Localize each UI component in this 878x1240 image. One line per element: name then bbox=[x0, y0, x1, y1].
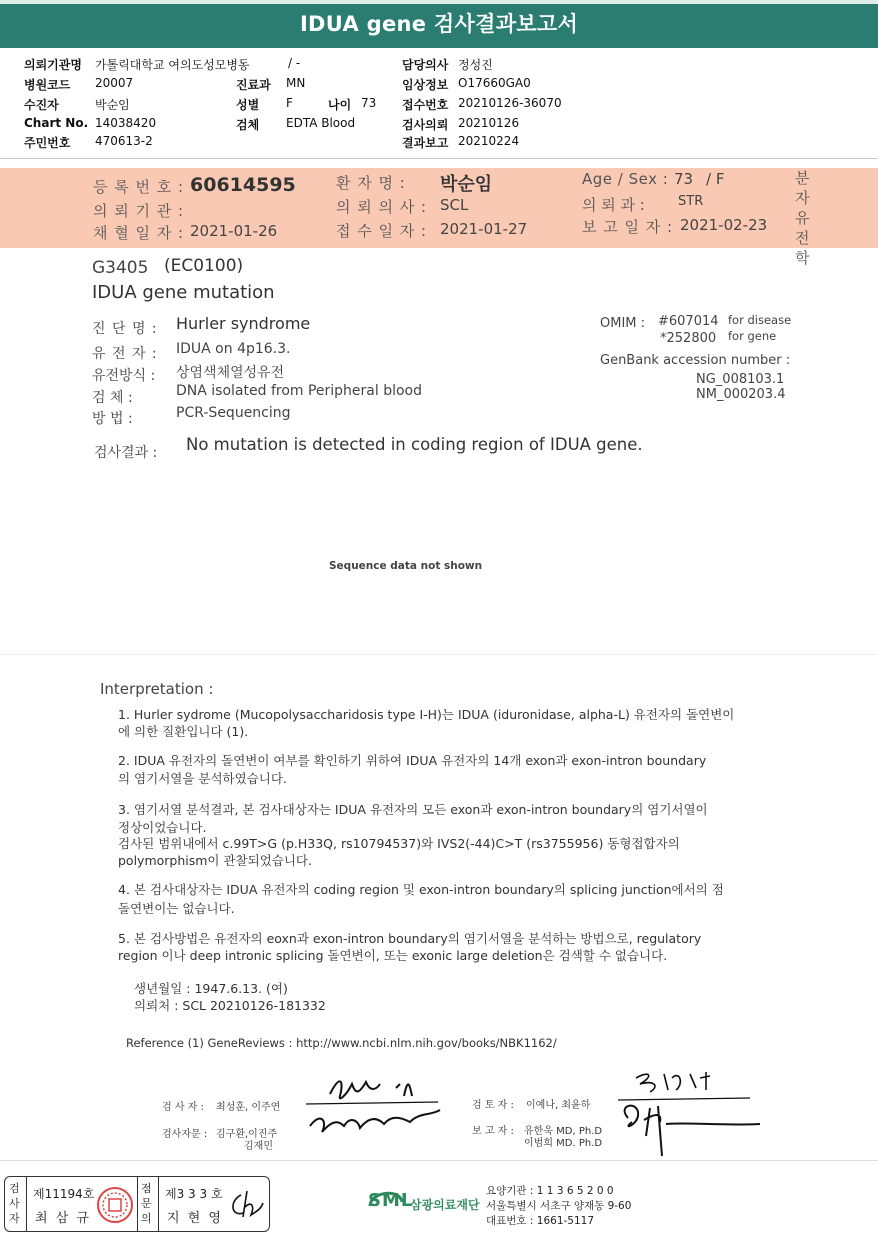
interpretation-title: Interpretation : bbox=[100, 680, 214, 698]
report-label: 결과보고 bbox=[402, 136, 449, 150]
institution-label: 의뢰기관명 bbox=[24, 58, 82, 72]
genbank-2: NM_000203.4 bbox=[696, 387, 786, 402]
report-value: 20210224 bbox=[458, 134, 520, 148]
reporter-value-1: 유한욱 MD, Ph.D bbox=[524, 1126, 603, 1137]
age-value: 73 bbox=[361, 96, 377, 110]
inheritance-value: 상염색체열성유전 bbox=[176, 365, 285, 381]
band-doctor-value: SCL bbox=[440, 196, 469, 214]
interp-p3-line4: polymorphism이 관찰되었습니다. bbox=[118, 853, 312, 868]
stamp-col2-name: 지 현 영 bbox=[167, 1211, 223, 1226]
omim-gene: *252800 bbox=[660, 331, 717, 346]
requester: 의뢰처 : SCL 20210126-181332 bbox=[134, 998, 326, 1013]
genbank-1: NG_008103.1 bbox=[696, 372, 785, 387]
advisor-value-2: 김재민 bbox=[244, 1141, 273, 1152]
reference: Reference (1) GeneReviews : http://www.ncbi.nlm.nih.gov/books/NBK1162/ bbox=[126, 1036, 557, 1050]
receipt-label: 접수번호 bbox=[402, 98, 449, 112]
band-age-value: 73 bbox=[674, 170, 694, 188]
request-value: 20210126 bbox=[458, 116, 520, 130]
reviewer-label: 검 토 자 : bbox=[472, 1100, 514, 1111]
stamp-col1-label: 검사자 bbox=[9, 1182, 20, 1225]
doctor-label: 담당의사 bbox=[402, 58, 449, 72]
reviewer-signature-icon bbox=[610, 1064, 770, 1160]
institution-slash: / - bbox=[288, 56, 301, 70]
band-dept-label: 의 뢰 과 : bbox=[582, 196, 645, 214]
gene-label: 유 전 자 : bbox=[92, 346, 158, 362]
org-name: 삼광의료재단 bbox=[410, 1198, 480, 1212]
stamp-box bbox=[4, 1176, 270, 1232]
test-name: IDUA gene mutation bbox=[92, 282, 275, 303]
advisor-label: 검사자문 : bbox=[162, 1129, 208, 1140]
sequence-note: Sequence data not shown bbox=[329, 560, 483, 572]
patient-label: 수진자 bbox=[24, 98, 59, 112]
band-report-label: 보 고 일 자 : bbox=[582, 218, 674, 236]
specimen-label: 검체 bbox=[236, 118, 260, 132]
method-label: 방 법 : bbox=[92, 411, 133, 427]
doctor-value: 정성진 bbox=[458, 58, 493, 72]
band-sex-value: / F bbox=[706, 170, 725, 188]
interp-p4-line2: 돌연변이는 없습니다. bbox=[118, 901, 235, 916]
report-title: IDUA gene 검사결과보고서 bbox=[299, 12, 579, 36]
hospital-code-label: 병원코드 bbox=[24, 78, 71, 92]
org-code: 요양기관 : 1 1 3 6 5 2 0 0 bbox=[486, 1185, 614, 1197]
tester-signature-icon bbox=[300, 1066, 450, 1146]
dept-value: MN bbox=[286, 76, 306, 90]
institution-value: 가톨릭대학교 여의도성모병동 bbox=[95, 58, 250, 72]
advisor-value-1: 김구환,이진주 bbox=[216, 1129, 278, 1140]
clinical-value: O17660GA0 bbox=[458, 76, 531, 90]
birth-date: 생년월일 : 1947.6.13. (여) bbox=[134, 981, 288, 996]
clinical-label: 임상정보 bbox=[402, 78, 449, 92]
sex-value: F bbox=[286, 96, 293, 110]
chart-label: Chart No. bbox=[24, 116, 89, 130]
specimen-label-body: 검 체 : bbox=[92, 390, 133, 406]
reporter-label: 보 고 자 : bbox=[472, 1126, 514, 1137]
band-side-text: 분자유전학 bbox=[795, 169, 810, 267]
diagnosis-label: 진 단 명 : bbox=[92, 321, 158, 337]
dept-label: 진료과 bbox=[236, 78, 271, 92]
stamp-col2-label: 점문의 bbox=[141, 1182, 152, 1225]
omim-disease-note: for disease bbox=[728, 313, 792, 327]
inheritance-label: 유전방식 : bbox=[92, 368, 156, 384]
reviewer-value: 이예나, 최윤하 bbox=[526, 1100, 591, 1111]
sml-logo-text: SML bbox=[368, 1190, 414, 1211]
band-patient-label: 환 자 명 : bbox=[336, 174, 406, 192]
interp-p3-line1: 3. 염기서열 분석결과, 본 검사대상자는 IDUA 유전자의 모든 exon과 exon-intron boundary의 염기서열이 bbox=[118, 802, 708, 817]
band-agesex-label: Age / Sex : bbox=[582, 170, 669, 188]
interp-p5-line1: 5. 본 검사방법은 유전자의 eoxn과 exon-intron boundary의 염기서열을 분석하는 방법으로, regulatory bbox=[118, 931, 702, 946]
age-label: 나이 bbox=[328, 98, 352, 112]
band-receive-value: 2021-01-27 bbox=[440, 220, 528, 238]
gene-value: IDUA on 4p16.3. bbox=[176, 341, 291, 357]
interp-p1-line2: 에 의한 질환입니다 (1). bbox=[118, 724, 249, 739]
result-value: No mutation is detected in coding region of IDUA gene. bbox=[186, 435, 643, 454]
resident-value: 470613-2 bbox=[95, 134, 153, 148]
band-patient-value: 박순임 bbox=[440, 174, 493, 195]
test-subcode: (EC0100) bbox=[164, 256, 244, 276]
resident-label: 주민번호 bbox=[24, 136, 71, 150]
request-label: 검사의뢰 bbox=[402, 118, 449, 132]
band-collect-label: 채 혈 일 자 : bbox=[93, 224, 185, 242]
receipt-value: 20210126-36070 bbox=[458, 96, 562, 110]
band-reg-label: 등 록 번 호 : bbox=[93, 178, 185, 196]
specialist-signature-icon bbox=[227, 1187, 267, 1223]
interp-p2-line2: 의 염기서열을 분석하였습니다. bbox=[118, 771, 287, 786]
seal-stamp-icon bbox=[95, 1185, 135, 1225]
hospital-code-value: 20007 bbox=[95, 76, 134, 90]
band-dept-value: STR bbox=[678, 194, 704, 209]
chart-value: 14038420 bbox=[95, 116, 157, 130]
band-receive-label: 접 수 일 자 : bbox=[336, 222, 428, 240]
result-label: 검사결과 : bbox=[94, 445, 158, 461]
band-inst-label: 의 뢰 기 관 : bbox=[93, 202, 185, 220]
genbank-label: GenBank accession number : bbox=[600, 353, 791, 368]
interp-p1-line1: 1. Hurler sydrome (Mucopolysaccharidosis type I-H)는 IDUA (iduronidase, alpha-L) 유전자의 돌연변이 bbox=[118, 707, 735, 722]
org-phone: 대표번호 : 1661-5117 bbox=[486, 1215, 595, 1227]
interp-p3-line3: 검사된 범위내에서 c.99T>G (p.H33Q, rs10794537)와 IVS2(-44)C>T (rs3755956) 동형접합자의 bbox=[118, 836, 680, 851]
band-collect-value: 2021-01-26 bbox=[190, 222, 278, 240]
divider bbox=[0, 158, 878, 159]
stamp-col1-name: 최 삼 규 bbox=[35, 1211, 91, 1226]
omim-gene-note: for gene bbox=[728, 329, 777, 343]
omim-disease: #607014 bbox=[658, 314, 719, 329]
method-value: PCR-Sequencing bbox=[176, 405, 291, 421]
specimen-value-body: DNA isolated from Peripheral blood bbox=[176, 383, 423, 399]
stamp-col2-num: 제3 3 3 호 bbox=[165, 1187, 223, 1201]
divider bbox=[0, 654, 878, 655]
org-address: 서울특별시 서초구 양재동 9-60 bbox=[486, 1200, 632, 1212]
interp-p4-line1: 4. 본 검사대상자는 IDUA 유전자의 coding region 및 exon-intron boundary의 splicing junction에서의 점 bbox=[118, 882, 724, 897]
title-bar bbox=[0, 0, 878, 48]
test-code: G3405 bbox=[92, 258, 149, 278]
tester-value: 최성훈, 이주연 bbox=[216, 1102, 281, 1113]
interp-p3-line2: 정상이었습니다. bbox=[118, 820, 207, 835]
stamp-col1-num: 제11194호 bbox=[33, 1187, 95, 1201]
specimen-value: EDTA Blood bbox=[286, 116, 356, 130]
patient-value: 박순임 bbox=[95, 98, 130, 112]
band-doctor-label: 의 뢰 의 사 : bbox=[336, 198, 428, 216]
omim-label: OMIM : bbox=[600, 316, 646, 331]
band-report-value: 2021-02-23 bbox=[680, 216, 768, 234]
interp-p2-line1: 2. IDUA 유전자의 돌연변이 여부를 확인하기 위하여 IDUA 유전자의 14개 exon과 exon-intron boundary bbox=[118, 753, 707, 768]
band-reg-value: 60614595 bbox=[190, 174, 296, 196]
sex-label: 성별 bbox=[236, 98, 260, 112]
diagnosis-value: Hurler syndrome bbox=[176, 314, 311, 333]
tester-label: 검 사 자 : bbox=[162, 1102, 204, 1113]
interp-p5-line2: region 이나 deep intronic splicing 돌연변이, 또는 exonic large deletion은 검색할 수 없습니다. bbox=[118, 948, 668, 963]
reporter-value-2: 이범희 MD. Ph.D bbox=[524, 1138, 603, 1149]
